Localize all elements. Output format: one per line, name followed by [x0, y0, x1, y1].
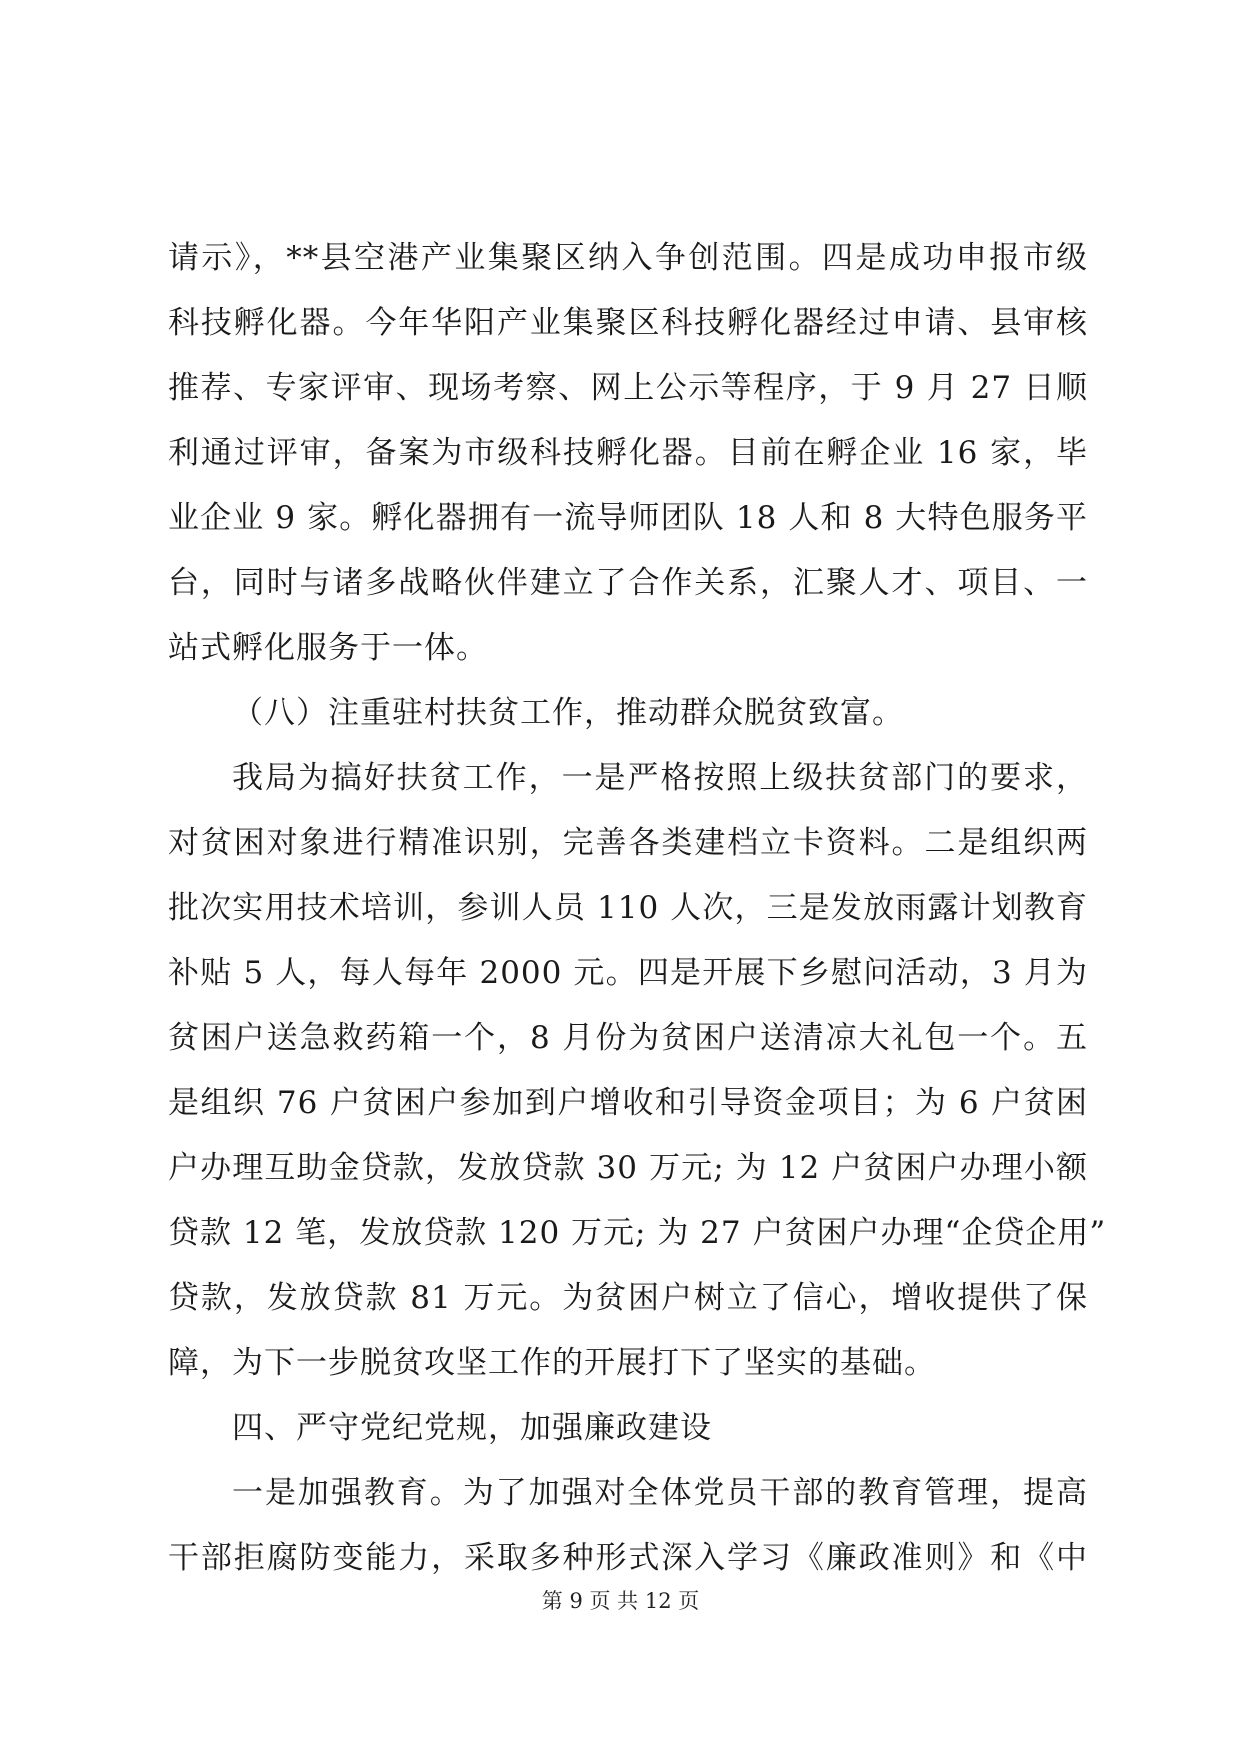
section-heading: 四、严守党纪党规，加强廉政建设 — [232, 1410, 712, 1446]
body-line: 我局为搞好扶贫工作，一是严格按照上级扶贫部门的要求， — [232, 760, 1088, 796]
body-line: 台，同时与诸多战略伙伴建立了合作关系，汇聚人才、项目、一 — [168, 565, 1088, 601]
body-line: 障，为下一步脱贫攻坚工作的开展打下了坚实的基础。 — [168, 1345, 936, 1381]
body-line: 贫困户送急救药箱一个，8 月份为贫困户送清凉大礼包一个。五 — [168, 1020, 1088, 1056]
body-line: 利通过评审，备案为市级科技孵化器。目前在孵企业 16 家，毕 — [168, 435, 1088, 471]
body-line: 贷款，发放贷款 81 万元。为贫困户树立了信心，增收提供了保 — [168, 1280, 1088, 1316]
body-line: 对贫困对象进行精准识别，完善各类建档立卡资料。二是组织两 — [168, 825, 1088, 861]
body-line: 户办理互助金贷款，发放贷款 30 万元; 为 12 户贫困户办理小额 — [168, 1150, 1088, 1186]
body-line: 批次实用技术培训，参训人员 110 人次，三是发放雨露计划教育 — [168, 890, 1088, 926]
body-line: 科技孵化器。今年华阳产业集聚区科技孵化器经过申请、县审核 — [168, 305, 1088, 341]
body-line: 贷款 12 笔，发放贷款 120 万元; 为 27 户贫困户办理“企贷企用” — [168, 1215, 1107, 1251]
body-line: 站式孵化服务于一体。 — [168, 630, 488, 666]
document-body — [168, 226, 1107, 1591]
section-heading: （八）注重驻村扶贫工作，推动群众脱贫致富。 — [232, 695, 904, 731]
body-line: 干部拒腐防变能力，采取多种形式深入学习《廉政准则》和《中 — [168, 1540, 1088, 1576]
body-line: 一是加强教育。为了加强对全体党员干部的教育管理，提高 — [232, 1475, 1088, 1511]
body-line: 业企业 9 家。孵化器拥有一流导师团队 18 人和 8 大特色服务平 — [168, 500, 1088, 536]
body-line: 是组织 76 户贫困户参加到户增收和引导资金项目；为 6 户贫困 — [168, 1085, 1088, 1121]
body-line: 请示》，**县空港产业集聚区纳入争创范围。四是成功申报市级 — [168, 240, 1088, 276]
page-number-footer: 第 9 页 共 12 页 — [541, 1589, 700, 1613]
body-line: 推荐、专家评审、现场考察、网上公示等程序，于 9 月 27 日顺 — [168, 370, 1088, 406]
body-line: 补贴 5 人，每人每年 2000 元。四是开展下乡慰问活动，3 月为 — [168, 955, 1088, 991]
